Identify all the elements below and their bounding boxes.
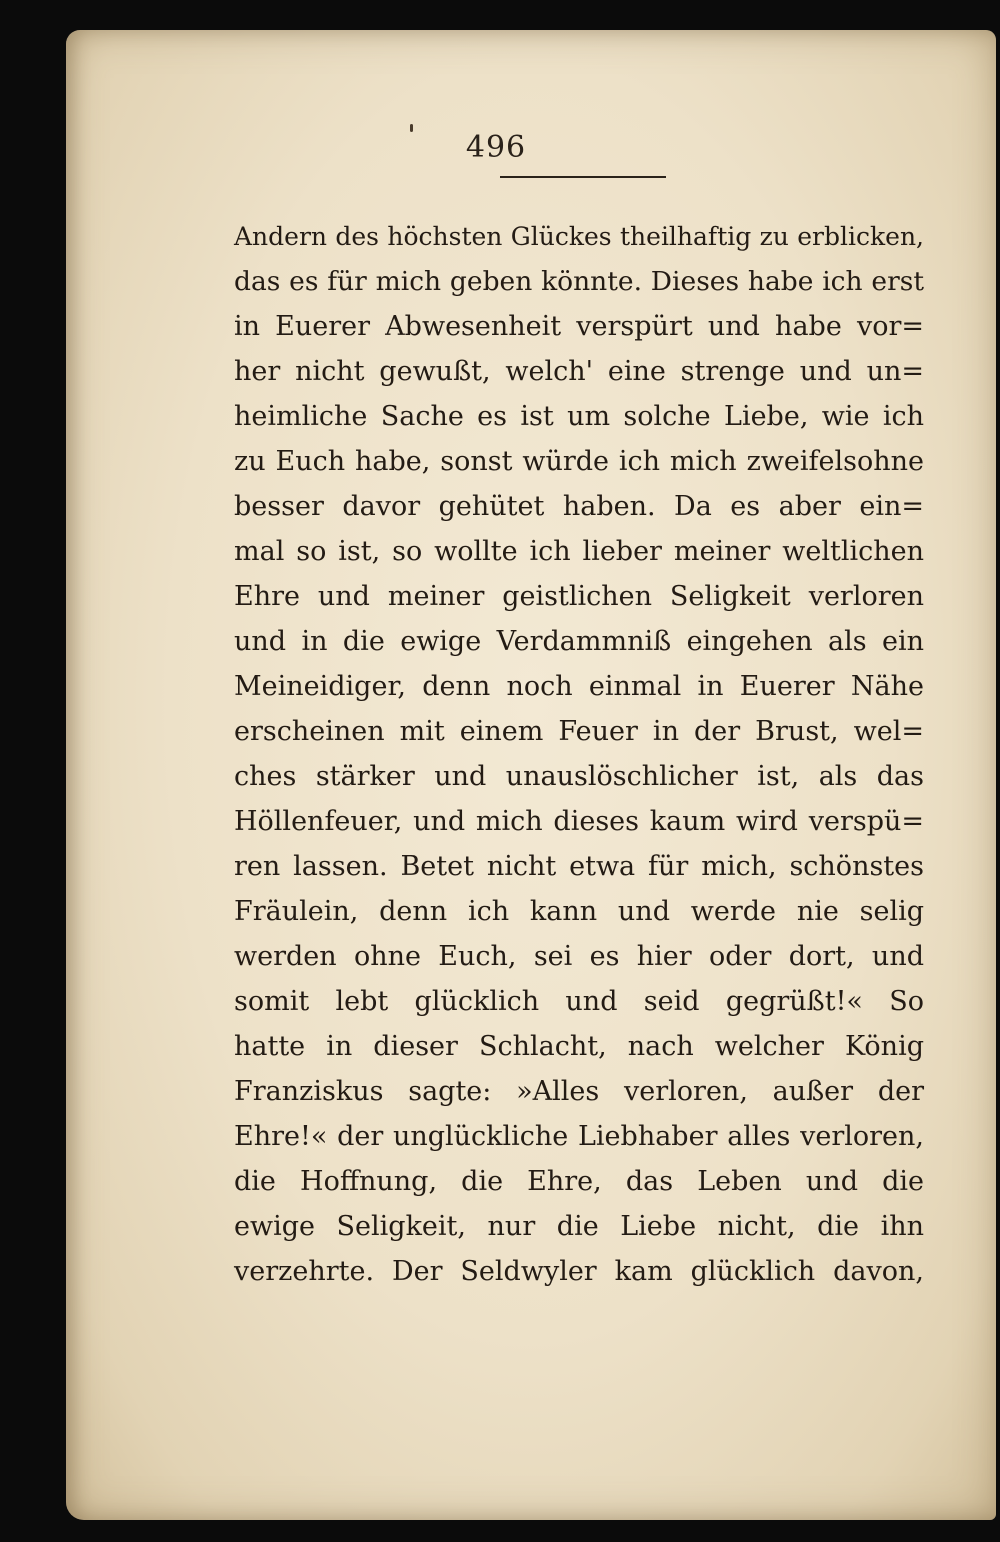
text-line: Fräulein, denn ich kann und werde nie selig [234,896,924,927]
text-line: ches stärker und unauslöschlicher ist, als das [234,761,924,792]
text-line: Franziskus sagte: »Alles verloren, außer der [234,1076,924,1107]
text-line: her nicht gewußt, welch' eine strenge und un= [234,356,924,387]
text-line: erscheinen mit einem Feuer in der Brust, wel= [234,716,924,747]
text-line: hatte in dieser Schlacht, nach welcher König [234,1031,924,1062]
text-line: Andern des höchsten Glückes theilhaftig zu erblicken, [234,222,924,251]
text-line: ren lassen. Betet nicht etwa für mich, schönstes [234,851,924,882]
text-line: mal so ist, so wollte ich lieber meiner weltlichen [234,536,924,567]
text-line: verzehrte. Der Seldwyler kam glücklich davon, [234,1256,924,1287]
text-line: ewige Seligkeit, nur die Liebe nicht, die ihn [234,1211,924,1242]
text-line: Höllenfeuer, und mich dieses kaum wird verspü= [234,806,924,837]
header-rule [500,176,666,178]
page-number: 496 [465,130,527,165]
text-line: werden ohne Euch, sei es hier oder dort, und [234,941,924,972]
text-line: somit lebt glücklich und seid gegrüßt!« So [234,986,924,1017]
text-line: Ehre und meiner geistlichen Seligkeit verloren [234,581,924,612]
text-line: die Hoffnung, die Ehre, das Leben und die [234,1166,924,1197]
text-line: zu Euch habe, sonst würde ich mich zweifelsohne [234,446,924,477]
text-line: heimliche Sache es ist um solche Liebe, wie ich [234,401,924,432]
text-line: in Euerer Abwesenheit verspürt und habe vor= [234,311,924,342]
text-line: Ehre!« der unglückliche Liebhaber alles verloren, [234,1121,924,1152]
body-text [234,214,924,1294]
text-line: und in die ewige Verdammniß eingehen als ein [234,626,924,657]
text-line: das es für mich geben könnte. Dieses habe ich erst [234,266,924,297]
text-line: Meineidiger, denn noch einmal in Euerer Nähe [234,671,924,702]
text-line: besser davor gehütet haben. Da es aber ein= [234,491,924,522]
